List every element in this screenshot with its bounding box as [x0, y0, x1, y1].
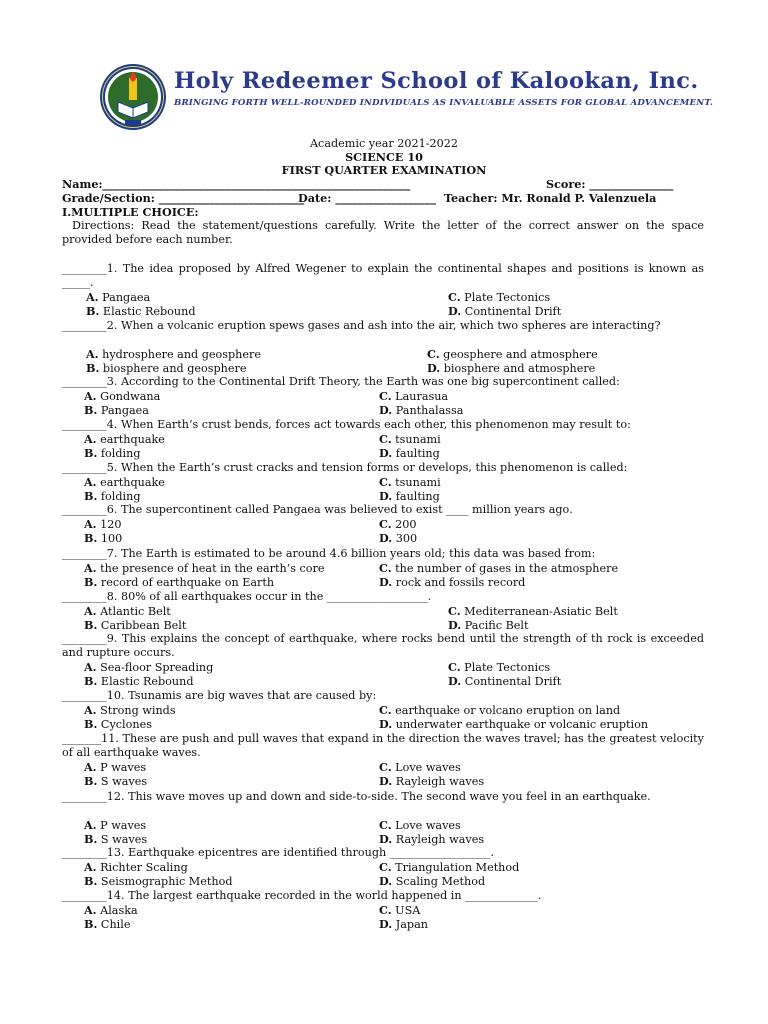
question-13-option-b: B. Seismographic Method: [84, 874, 233, 888]
question-10-option-d: D. underwater earthquake or volcanic eruption: [379, 717, 649, 731]
question-7-option-a: A. the presence of heat in the earth’s core: [84, 561, 325, 575]
question-12-option-a: A. P waves: [84, 818, 147, 832]
question-13-option-a: A. Richter Scaling: [84, 860, 188, 874]
question-2-option-b: B. biosphere and geosphere: [86, 361, 247, 375]
question-3-option-b: B. Pangaea: [84, 403, 149, 417]
question-4-option-b: B. folding: [84, 446, 141, 460]
question-3-option-c: C. Laurasua: [379, 389, 449, 403]
question-7-option-c: C. the number of gases in the atmosphere: [379, 561, 619, 575]
question-4-option-c: C. tsunami: [379, 432, 441, 446]
question-8-option-b: B. Caribbean Belt: [84, 618, 187, 632]
question-10-option-b: B. Cyclones: [84, 717, 152, 731]
question-4-option-a: A. earthquake: [84, 432, 165, 446]
question-4-stem: ________4. When Earth’s crust bends, forces act towards each other, this phenomenon may result to:: [62, 418, 631, 431]
question-12-option-c: C. Love waves: [379, 818, 461, 832]
school-name: Holy Redeemer School of Kalookan, Inc.: [174, 68, 699, 94]
question-9-option-d: D. Continental Drift: [448, 674, 562, 688]
directions-text: Directions: Read the statement/questions carefully. Write the letter of the correct answer on the space provided before each number.: [62, 219, 704, 246]
question-11-option-a: A. P waves: [84, 760, 147, 774]
question-3-stem: ________3. According to the Continental Drift Theory, the Earth was one big supercontinent called:: [62, 375, 620, 388]
question-11-option-b: B. S waves: [84, 774, 148, 788]
teacher-field: Teacher: Mr. Ronald P. Valenzuela: [444, 191, 657, 205]
school-header: [98, 62, 714, 132]
question-6-stem: ________6. The supercontinent called Pangaea was believed to exist ____ million years ago.: [62, 503, 573, 516]
question-10-option-c: C. earthquake or volcano eruption on land: [379, 703, 621, 717]
score-field: Score: _______________: [546, 177, 674, 191]
question-9-option-a: A. Sea-floor Spreading: [84, 660, 214, 674]
section-title: I.MULTIPLE CHOICE:: [62, 205, 199, 219]
question-10-option-a: A. Strong winds: [84, 703, 176, 717]
question-6-option-d: D. 300: [379, 531, 418, 545]
question-9-option-b: B. Elastic Rebound: [84, 674, 194, 688]
question-7-option-d: D. rock and fossils record: [379, 575, 526, 589]
exam-title: FIRST QUARTER EXAMINATION: [281, 163, 487, 177]
question-6-option-b: B. 100: [84, 531, 123, 545]
school-seal-logo: [98, 62, 168, 132]
question-3-option-d: D. Panthalassa: [379, 403, 464, 417]
question-2-option-c: C. geosphere and atmosphere: [427, 347, 598, 361]
question-1-stem: ________1. The idea proposed by Alfred Wegener to explain the continental shapes and positions is known as _____.: [62, 262, 704, 289]
question-8-option-c: C. Mediterranean-Asiatic Belt: [448, 604, 618, 618]
question-5-option-d: D. faulting: [379, 489, 440, 503]
question-7-option-b: B. record of earthquake on Earth: [84, 575, 275, 589]
question-2-stem: ________2. When a volcanic eruption spews gases and ash into the air, which two spheres are interacting?: [62, 319, 661, 332]
question-9-option-c: C. Plate Tectonics: [448, 660, 551, 674]
question-10-stem: ________10. Tsunamis are big waves that are caused by:: [62, 689, 377, 702]
question-14-option-b: B. Chile: [84, 917, 131, 931]
question-6-option-c: C. 200: [379, 517, 417, 531]
question-8-option-a: A. Atlantic Belt: [84, 604, 171, 618]
question-8-option-d: D. Pacific Belt: [448, 618, 529, 632]
question-13-stem: ________13. Earthquake epicentres are identified through __________________.: [62, 846, 494, 859]
question-4-option-d: D. faulting: [379, 446, 440, 460]
question-5-option-a: A. earthquake: [84, 475, 165, 489]
question-13-option-c: C. Triangulation Method: [379, 860, 520, 874]
question-11-option-d: D. Rayleigh waves: [379, 774, 485, 788]
subject-title: SCIENCE 10: [345, 150, 423, 164]
academic-year: Academic year 2021-2022: [309, 137, 459, 150]
grade-section-field: Grade/Section: __________________________: [62, 191, 305, 205]
question-2-option-a: A. hydrosphere and geosphere: [86, 347, 261, 361]
question-3-option-a: A. Gondwana: [84, 389, 161, 403]
question-14-option-c: C. USA: [379, 903, 421, 917]
question-11-option-c: C. Love waves: [379, 760, 461, 774]
question-8-stem: ________8. 80% of all earthquakes occur in the __________________.: [62, 590, 432, 603]
question-6-option-a: A. 120: [84, 517, 122, 531]
date-field: Date: __________________: [298, 191, 436, 205]
question-11-stem: _______11. These are push and pull waves that expand in the direction the waves travel; has the greatest velocity of all earthquake waves.: [62, 732, 704, 759]
question-5-stem: ________5. When the Earth’s crust cracks and tension forms or develops, this phenomenon is called:: [62, 461, 628, 474]
question-7-stem: ________7. The Earth is estimated to be around 4.6 billion years old; this data was based from:: [62, 547, 596, 560]
school-tagline: BRINGING FORTH WELL-ROUNDED INDIVIDUALS AS INVALUABLE ASSETS FOR GLOBAL ADVANCEMENT.: [174, 98, 714, 108]
question-1-option-d: D. Continental Drift: [448, 304, 562, 318]
question-14-stem: ________14. The largest earthquake recorded in the world happened in _____________.: [62, 889, 542, 902]
question-2-option-d: D. biosphere and atmosphere: [427, 361, 596, 375]
question-14-option-d: D. Japan: [379, 917, 428, 931]
question-14-option-a: A. Alaska: [84, 903, 138, 917]
question-12-option-b: B. S waves: [84, 832, 148, 846]
question-13-option-d: D. Scaling Method: [379, 874, 486, 888]
question-12-stem: ________12. This wave moves up and down and side-to-side. The second wave you feel in an earthquake.: [62, 790, 651, 803]
question-1-option-c: C. Plate Tectonics: [448, 290, 551, 304]
question-5-option-c: C. tsunami: [379, 475, 441, 489]
question-1-option-a: A. Pangaea: [86, 290, 151, 304]
name-field: Name:_______________________________________________________: [62, 177, 411, 191]
question-9-stem: ________9. This explains the concept of earthquake, where rocks bend until the strength of th rock is exceeded and rupture occurs.: [62, 632, 704, 659]
question-1-option-b: B. Elastic Rebound: [86, 304, 196, 318]
question-12-option-d: D. Rayleigh waves: [379, 832, 485, 846]
question-5-option-b: B. folding: [84, 489, 141, 503]
